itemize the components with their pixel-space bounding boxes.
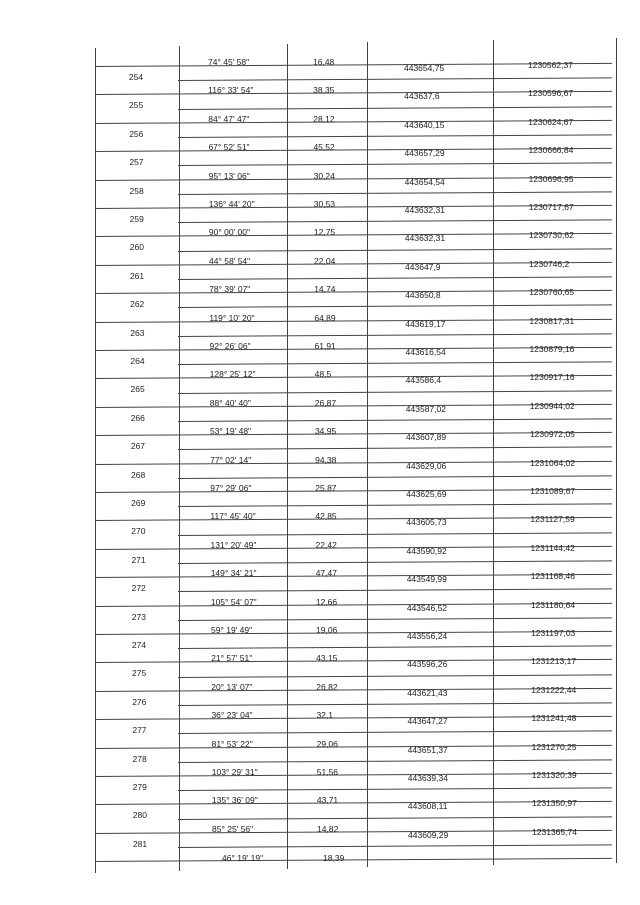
angle-value: 20° 13' 07" bbox=[211, 681, 253, 692]
point-number: 255 bbox=[129, 100, 144, 111]
y-coordinate: 1231270,25 bbox=[531, 741, 577, 752]
point-number: 270 bbox=[131, 526, 146, 537]
y-coordinate: 1231365,74 bbox=[532, 826, 577, 837]
row-midline bbox=[178, 134, 612, 138]
x-coordinate: 443657,29 bbox=[404, 148, 445, 159]
angle-value: 92° 26' 06" bbox=[209, 341, 251, 351]
length-value: 16,48 bbox=[313, 57, 335, 67]
angle-value: 135° 36' 09" bbox=[211, 795, 258, 806]
length-value: 94,38 bbox=[315, 454, 337, 465]
y-coordinate: 1230817,31 bbox=[529, 315, 575, 326]
y-coordinate: 1230730,62 bbox=[528, 230, 574, 241]
x-coordinate: 443546,52 bbox=[406, 602, 448, 613]
point-number: 262 bbox=[130, 299, 145, 310]
angle-value: 149° 34' 21" bbox=[210, 568, 257, 579]
point-number: 274 bbox=[131, 640, 147, 650]
angle-value: 84° 47' 47" bbox=[208, 113, 250, 124]
row-midline bbox=[178, 362, 612, 366]
x-coordinate: 443556,24 bbox=[407, 631, 448, 641]
x-coordinate: 443640,15 bbox=[404, 119, 445, 130]
length-value: 43,15 bbox=[316, 653, 338, 664]
column-divider bbox=[367, 42, 368, 867]
row-midline bbox=[178, 560, 612, 564]
row-midline bbox=[178, 532, 612, 536]
row-midline bbox=[178, 163, 612, 167]
row-midline bbox=[178, 759, 612, 763]
length-value: 19,06 bbox=[316, 625, 338, 635]
y-coordinate: 1231350,97 bbox=[531, 798, 577, 809]
row-midline bbox=[178, 816, 612, 820]
y-coordinate: 1230746,2 bbox=[529, 258, 570, 269]
point-number: 264 bbox=[130, 356, 145, 366]
angle-value: 95° 13' 06" bbox=[208, 170, 250, 181]
angle-value: 21° 57' 51" bbox=[211, 653, 253, 664]
row-midline bbox=[178, 589, 612, 593]
point-number: 254 bbox=[128, 72, 144, 82]
y-coordinate: 1230717,67 bbox=[528, 202, 574, 212]
angle-value: 117° 45' 40" bbox=[210, 511, 256, 522]
length-value: 12,66 bbox=[315, 596, 338, 607]
y-coordinate: 1230666,84 bbox=[528, 145, 574, 156]
length-value: 42,85 bbox=[315, 511, 337, 522]
length-value: 22,04 bbox=[314, 255, 336, 266]
point-number: 260 bbox=[129, 242, 144, 253]
row-midline bbox=[178, 305, 612, 309]
row-midline bbox=[178, 78, 612, 82]
angle-value: 44° 58' 54" bbox=[209, 255, 251, 266]
row-midline bbox=[178, 220, 612, 224]
point-number: 258 bbox=[129, 185, 144, 196]
y-coordinate: 1230624,67 bbox=[528, 116, 574, 127]
x-coordinate: 443654,75 bbox=[404, 63, 445, 73]
column-divider bbox=[616, 38, 617, 863]
angle-value: 36° 23' 04" bbox=[211, 710, 253, 721]
angle-value: 90° 00' 00" bbox=[208, 227, 251, 238]
point-number: 256 bbox=[129, 128, 144, 139]
x-coordinate: 443596,26 bbox=[407, 659, 448, 670]
angle-value: 88° 40' 40" bbox=[209, 397, 251, 408]
row-midline bbox=[178, 390, 612, 394]
x-coordinate: 443651,37 bbox=[407, 744, 448, 755]
y-coordinate: 1230596,67 bbox=[528, 88, 574, 99]
point-number: 280 bbox=[132, 810, 147, 821]
point-number: 272 bbox=[131, 583, 146, 594]
x-coordinate: 443619,17 bbox=[405, 318, 446, 329]
length-value: 38,35 bbox=[313, 85, 335, 96]
x-coordinate: 443632,31 bbox=[404, 233, 446, 244]
point-number: 265 bbox=[130, 384, 145, 395]
length-value: 28,12 bbox=[313, 113, 335, 124]
x-coordinate: 443549,99 bbox=[406, 574, 447, 585]
row-midline bbox=[178, 788, 612, 792]
point-number: 279 bbox=[132, 782, 147, 792]
length-value: 12,75 bbox=[313, 227, 336, 238]
x-coordinate: 443625,69 bbox=[406, 489, 447, 499]
y-coordinate: 1230917,16 bbox=[529, 372, 575, 383]
angle-value: 67° 52' 51" bbox=[208, 142, 250, 153]
angle-value: 59° 19' 49" bbox=[211, 625, 253, 635]
x-coordinate: 443587,02 bbox=[405, 403, 446, 414]
y-coordinate: 1230760,65 bbox=[529, 287, 575, 298]
y-coordinate: 1231168,46 bbox=[530, 571, 575, 582]
length-value: 25,87 bbox=[315, 483, 337, 493]
row-midline bbox=[178, 191, 612, 195]
x-coordinate: 443639,34 bbox=[407, 773, 448, 783]
length-value: 29,06 bbox=[316, 738, 338, 749]
angle-value: 103° 29' 31" bbox=[211, 767, 258, 777]
angle-value: 119° 10' 20" bbox=[209, 312, 255, 323]
length-value: 48,5 bbox=[314, 369, 332, 380]
length-value: 51,56 bbox=[316, 767, 339, 777]
length-value: 14,74 bbox=[314, 284, 336, 295]
row-midline bbox=[178, 106, 612, 110]
point-number: 281 bbox=[132, 838, 148, 849]
length-value: 14,82 bbox=[317, 823, 339, 834]
y-coordinate: 1231222,44 bbox=[531, 684, 577, 695]
row-midline bbox=[178, 504, 612, 508]
point-number: 276 bbox=[132, 696, 147, 707]
point-number: 273 bbox=[131, 611, 146, 622]
angle-value: 116° 33' 54" bbox=[208, 85, 254, 96]
x-coordinate: 443605,73 bbox=[406, 517, 447, 528]
y-coordinate: 1231213,17 bbox=[531, 656, 577, 667]
x-coordinate: 443609,29 bbox=[408, 829, 449, 840]
angle-value: 128° 25' 12" bbox=[209, 369, 256, 380]
x-coordinate: 443607,89 bbox=[405, 432, 447, 443]
row-midline bbox=[178, 731, 612, 735]
angle-value: 46° 19' 19" bbox=[222, 853, 264, 864]
angle-value: 74° 45' 58" bbox=[208, 57, 250, 67]
point-number: 278 bbox=[132, 753, 147, 764]
y-coordinate: 1231144,42 bbox=[530, 542, 575, 553]
row-separator bbox=[95, 858, 612, 862]
point-number: 257 bbox=[129, 157, 144, 168]
length-value: 32,1 bbox=[316, 710, 333, 721]
row-midline bbox=[178, 333, 612, 337]
point-number: 267 bbox=[130, 441, 146, 452]
row-midline bbox=[178, 447, 612, 451]
x-coordinate: 443632,31 bbox=[404, 205, 445, 215]
length-value: 45,52 bbox=[313, 142, 335, 153]
x-coordinate: 443616,54 bbox=[405, 347, 446, 357]
angle-value: 81° 53' 22" bbox=[211, 738, 253, 749]
angle-value: 85° 25' 56" bbox=[212, 823, 254, 834]
length-value: 43,71 bbox=[316, 795, 339, 806]
point-number: 268 bbox=[131, 469, 146, 480]
angle-value: 105° 54' 07" bbox=[210, 596, 257, 607]
x-coordinate: 443647,9 bbox=[405, 261, 441, 272]
x-coordinate: 443654,54 bbox=[404, 176, 445, 187]
row-midline bbox=[178, 475, 612, 479]
row-midline bbox=[178, 702, 612, 706]
y-coordinate: 1231127,59 bbox=[530, 514, 575, 525]
point-number: 263 bbox=[130, 327, 145, 338]
x-coordinate: 443650,8 bbox=[405, 290, 441, 301]
length-value: 47,47 bbox=[315, 568, 337, 579]
row-midline bbox=[178, 248, 612, 252]
length-value: 30,53 bbox=[313, 199, 336, 209]
column-divider bbox=[287, 44, 288, 869]
y-coordinate: 1230944,02 bbox=[529, 400, 575, 411]
x-coordinate: 443586,4 bbox=[405, 375, 442, 386]
x-coordinate: 443608,11 bbox=[407, 801, 448, 812]
y-coordinate: 1231241,48 bbox=[531, 713, 577, 724]
row-midline bbox=[178, 276, 612, 280]
length-value: 26,82 bbox=[316, 681, 338, 692]
point-number: 261 bbox=[129, 270, 145, 281]
y-coordinate: 1230696,95 bbox=[528, 173, 574, 184]
length-value: 34,95 bbox=[314, 426, 337, 437]
angle-value: 97° 29' 06" bbox=[210, 483, 252, 493]
angle-value: 131° 20' 49" bbox=[210, 539, 257, 550]
x-coordinate: 443629,06 bbox=[406, 460, 447, 471]
length-value: 26,87 bbox=[314, 397, 337, 408]
x-coordinate: 443647,27 bbox=[407, 716, 448, 727]
angle-value: 77° 02' 14" bbox=[210, 454, 252, 465]
row-midline bbox=[178, 617, 612, 621]
x-coordinate: 443637,6 bbox=[404, 91, 440, 102]
y-coordinate: 1231064,02 bbox=[530, 457, 576, 468]
angle-value: 78° 39' 07" bbox=[209, 284, 251, 295]
y-coordinate: 1231180,64 bbox=[530, 599, 576, 610]
point-number: 277 bbox=[132, 725, 147, 736]
point-number: 271 bbox=[131, 554, 146, 565]
x-coordinate: 443590,92 bbox=[406, 545, 447, 556]
point-number: 269 bbox=[131, 498, 146, 508]
y-coordinate: 1230972,05 bbox=[529, 429, 575, 440]
length-value: 22,42 bbox=[315, 539, 337, 550]
length-value: 64,89 bbox=[314, 312, 336, 323]
y-coordinate: 1230562,37 bbox=[528, 60, 573, 70]
length-value: 61,91 bbox=[314, 341, 336, 351]
y-coordinate: 1231089,67 bbox=[530, 486, 576, 496]
point-number: 275 bbox=[132, 668, 147, 679]
y-coordinate: 1231197,03 bbox=[531, 628, 576, 638]
point-number: 259 bbox=[129, 214, 144, 224]
row-midline bbox=[178, 418, 612, 422]
row-midline bbox=[178, 646, 612, 650]
point-number: 266 bbox=[130, 412, 145, 423]
angle-value: 136° 44' 20" bbox=[208, 199, 255, 209]
y-coordinate: 1231320,39 bbox=[531, 770, 577, 780]
x-coordinate: 443621,43 bbox=[407, 687, 448, 698]
row-midline bbox=[178, 844, 612, 848]
length-value: 30,24 bbox=[313, 170, 335, 181]
y-coordinate: 1230879,16 bbox=[529, 344, 575, 354]
length-value: 18,39 bbox=[323, 853, 345, 864]
angle-value: 53° 19' 48" bbox=[209, 426, 252, 437]
row-midline bbox=[178, 674, 612, 678]
column-divider bbox=[95, 48, 96, 873]
